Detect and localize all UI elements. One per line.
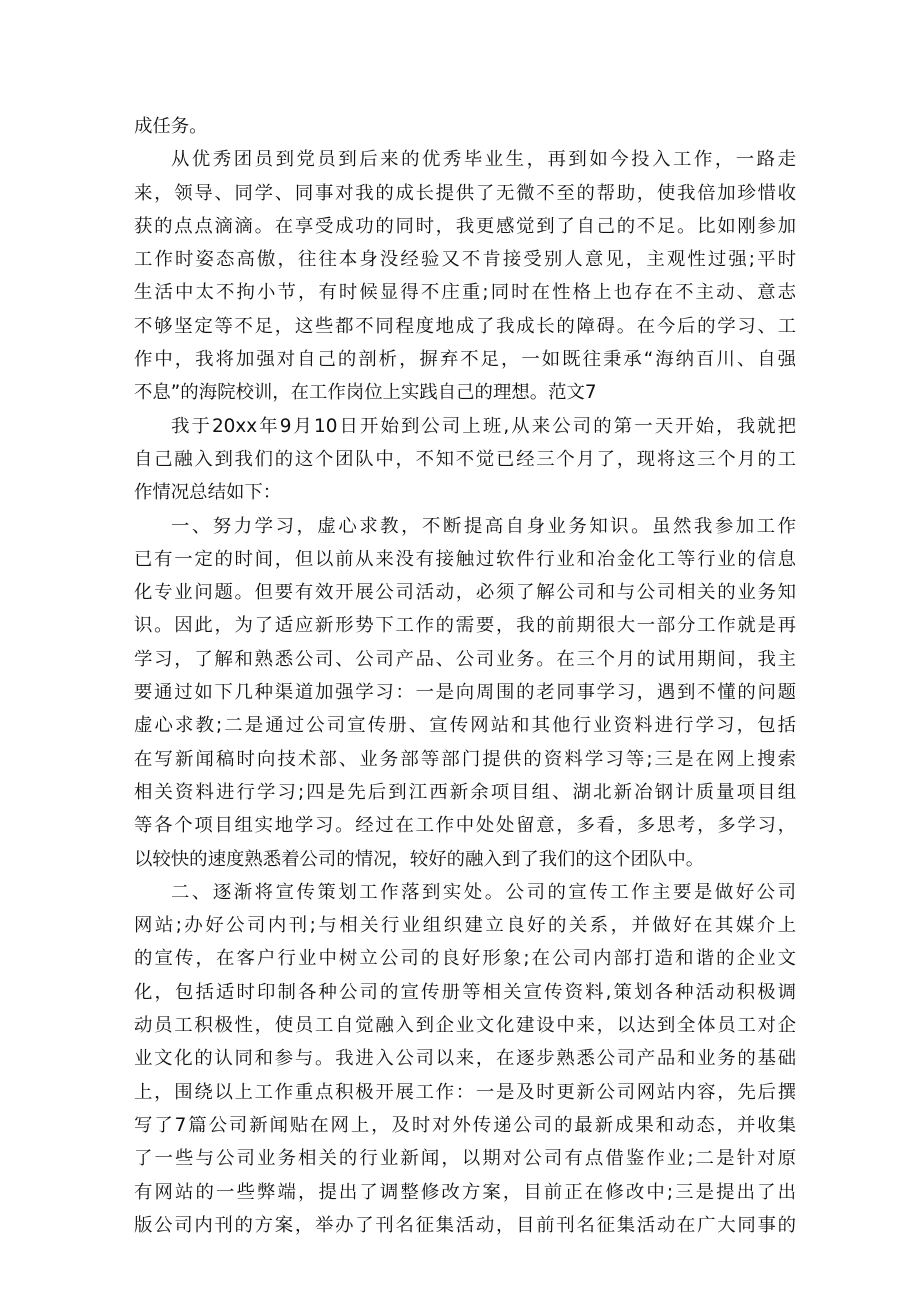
- text-line: 已有一定的时间，但以前从来没有接触过软件行业和冶金化工等行业的信息: [134, 548, 796, 570]
- text-line: 在写新闻稿时向技术部、业务部等部门提供的资料学习等;三是在网上搜索: [134, 748, 796, 770]
- text-line: 化专业问题。但要有效开展公司活动，必须了解公司和与公司相关的业务知: [134, 582, 796, 604]
- text-line: 成任务。: [134, 116, 208, 137]
- text-line: 不够坚定等不足，这些都不同程度地成了我成长的障碍。在今后的学习、工: [134, 315, 796, 337]
- text-line: 业文化的认同和参与。我进入公司以来，在逐步熟悉公司产品和业务的基础: [134, 1048, 796, 1070]
- text-line: 有网站的一些弊端，提出了调整修改方案，目前正在修改中;三是提出了出: [134, 1181, 796, 1203]
- text-line: 自己融入到我们的这个团队中，不知不觉已经三个月了，现将这三个月的工: [134, 448, 796, 470]
- text-line: 网站;办好公司内刊;与相关行业组织建立良好的关系，并做好在其媒介上: [134, 915, 796, 937]
- text-line: 化，包括适时印制各种公司的宣传册等相关宣传资料,策划各种活动积极调: [134, 981, 796, 1003]
- text-line: 工作时姿态高傲，往往本身没经验又不肯接受别人意见，主观性过强;平时: [134, 249, 796, 271]
- text-line: 写了7篇公司新闻贴在网上，及时对外传递公司的最新成果和动态，并收集: [134, 1114, 796, 1136]
- text-line: 等各个项目组实地学习。经过在工作中处处留意，多看，多思考，多学习，: [134, 815, 796, 837]
- text-line: 动员工积极性，使员工自觉融入到企业文化建设中来，以达到全体员工对企: [134, 1015, 796, 1037]
- text-line: 二、逐渐将宣传策划工作落到实处。公司的宣传工作主要是做好公司: [171, 881, 796, 903]
- text-line: 生活中太不拘小节，有时候显得不庄重;同时在性格上也存在不主动、意志: [134, 282, 796, 304]
- text-line: 学习，了解和熟悉公司、公司产品、公司业务。在三个月的试用期间，我主: [134, 648, 796, 670]
- text-line: 虚心求教;二是通过公司宣传册、宣传网站和其他行业资料进行学习，包括: [134, 715, 796, 737]
- text-line: 了一些与公司业务相关的行业新闻，以期对公司有点借鉴作业;二是针对原: [134, 1148, 796, 1170]
- text-line: 要通过如下几种渠道加强学习：一是向周围的老同事学习，遇到不懂的问题: [134, 682, 796, 704]
- text-line: 以较快的速度熟悉着公司的情况，较好的融入到了我们的这个团队中。: [134, 848, 705, 870]
- text-line: 获的点点滴滴。在享受成功的同时，我更感觉到了自己的不足。比如刚参加: [134, 215, 796, 237]
- text-line: 识。因此，为了适应新形势下工作的需要，我的前期很大一部分工作就是再: [134, 615, 796, 637]
- text-line: 的宣传，在客户行业中树立公司的良好形象;在公司内部打造和谐的企业文: [134, 948, 796, 970]
- text-line: 相关资料进行学习;四是先后到江西新余项目组、湖北新冶钢计质量项目组: [134, 781, 796, 803]
- text-line: 来，领导、同学、同事对我的成长提供了无微不至的帮助，使我倍加珍惜收: [134, 182, 796, 204]
- text-line: 一、努力学习，虚心求教，不断提高自身业务知识。虽然我参加工作: [171, 515, 796, 537]
- text-line: 从优秀团员到党员到后来的优秀毕业生，再到如今投入工作，一路走: [171, 149, 796, 171]
- text-line: 不息”的海院校训，在工作岗位上实践自己的理想。范文7: [134, 382, 597, 404]
- document-body: [134, 110, 796, 1242]
- text-line: 版公司内刊的方案，举办了刊名征集活动，目前刊名征集活动在广大同事的: [134, 1214, 796, 1236]
- text-line: 我于20xx年9月10日开始到公司上班,从来公司的第一天开始，我就把: [171, 415, 796, 437]
- text-line: 作情况总结如下：: [134, 482, 282, 504]
- text-line: 作中，我将加强对自己的剖析，摒弃不足，一如既往秉承“海纳百川、自强: [134, 349, 796, 371]
- text-line: 上，围绕以上工作重点积极开展工作：一是及时更新公司网站内容，先后撰: [134, 1081, 796, 1103]
